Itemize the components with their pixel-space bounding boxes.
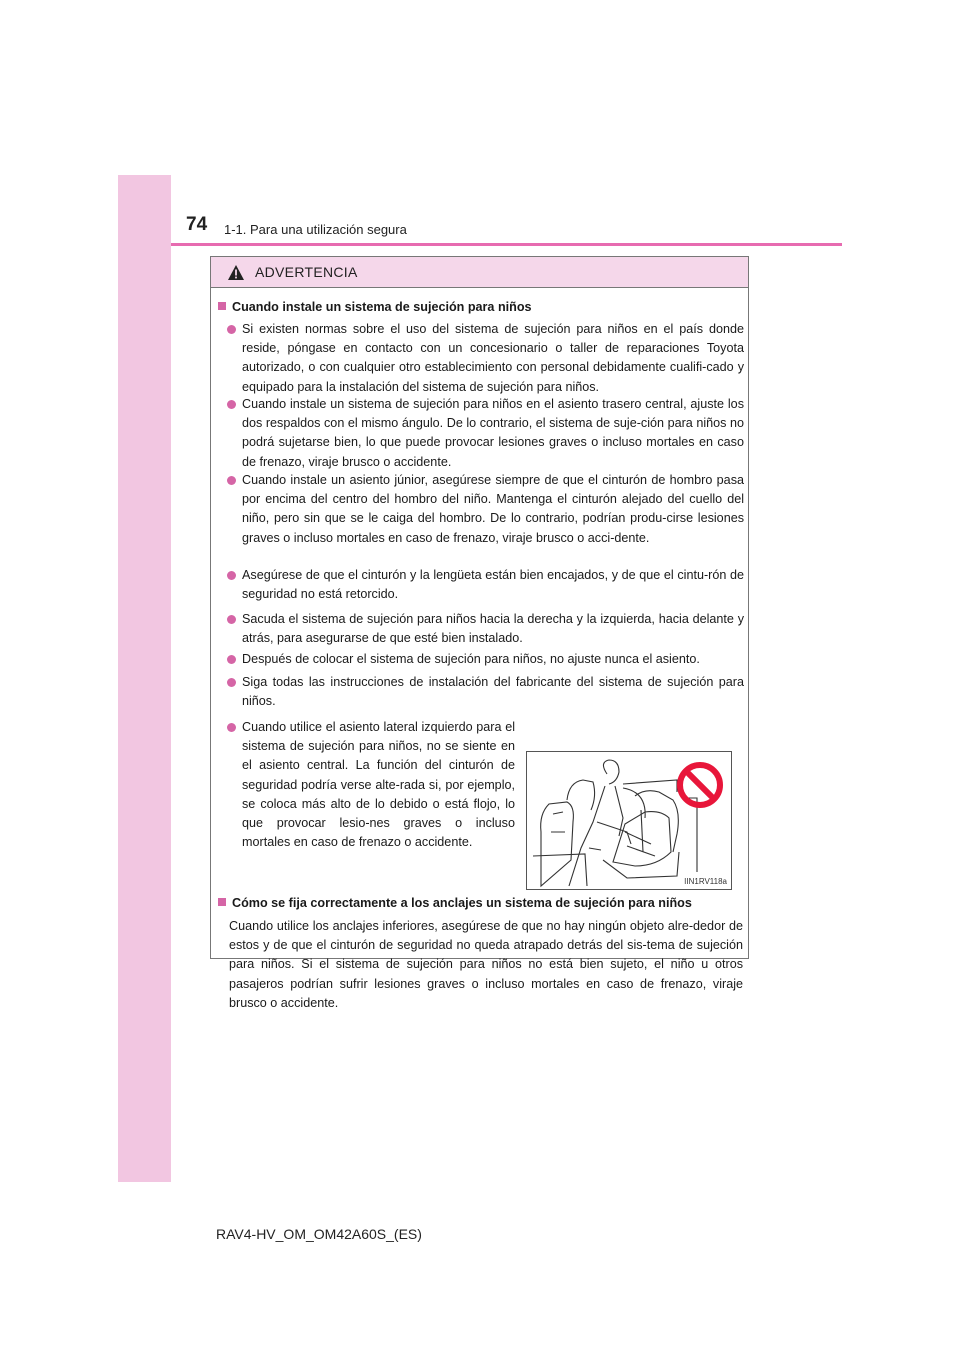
bullet-icon (227, 655, 236, 664)
list-item: Asegúrese de que el cinturón y la lengüeta están bien encajados, y de que el cintu-rón de seguridad no está retorcido. (227, 566, 744, 604)
bullet-icon (227, 678, 236, 687)
list-item: Cuando instale un asiento júnior, asegúrese siempre de que el cinturón de hombro pasa por encima del centro del hombro del niño. Mantenga el cinturón alejado del cuello del niño, pero sin que se le caiga del hombro. De lo contrario, podrían produ-cirse lesiones graves o incluso mortales en caso de frenazo, viraje brusco o acci-dente. (227, 471, 744, 548)
bullet-icon (227, 476, 236, 485)
warning-box (210, 256, 749, 1010)
side-tab (118, 175, 171, 1182)
document-code: RAV4-HV_OM_OM42A60S_(ES) (216, 1226, 422, 1242)
warning-header (211, 257, 748, 288)
section-heading: Cómo se fija correctamente a los anclajes un sistema de sujeción para niños (218, 894, 692, 913)
bullet-icon (227, 571, 236, 580)
list-item: Después de colocar el sistema de sujeción para niños, no ajuste nunca el asiento. (227, 650, 744, 669)
figure-code: IIN1RV118a (684, 877, 727, 886)
bullet-icon (227, 723, 236, 732)
paragraph: Cuando utilice los anclajes inferiores, asegúrese de que no hay ningún objeto alre-dedor de estos y de que el cinturón de seguridad no queda atrapado detrás del sis-tema de sujeción para niños. Si el sistema de sujeción para niños no está bien sujeto, el niño u otros pasajeros podrían sufrir lesiones graves o incluso mortales en caso de frenazo, viraje brusco o accidente. (229, 919, 743, 1010)
square-bullet-icon (218, 302, 226, 310)
bullet-icon (227, 400, 236, 409)
header-rule (171, 243, 842, 246)
child-seat-illustration (526, 751, 732, 890)
section-heading: Cuando instale un sistema de sujeción para niños (218, 298, 532, 317)
page-number: 74 (186, 214, 208, 235)
list-item: Cuando utilice el asiento lateral izquierdo para el sistema de sujeción para niños, no se siente en el asiento central. La función del cinturón de seguridad podría verse alte-rada si, por ejemplo, se coloca más alto de lo debido o está flojo, lo que provocar lesio-nes graves o incluso mortales en caso de frenazo o accidente. (227, 718, 515, 852)
bullet-icon (227, 325, 236, 334)
prohibition-icon (675, 760, 725, 810)
warning-triangle-icon (227, 264, 245, 281)
bullet-icon (227, 615, 236, 624)
list-item: Cuando instale un sistema de sujeción para niños en el asiento trasero central, ajuste los dos respaldos con el mismo ángulo. De lo contrario, el sistema de suje-ción para niños no podrá sujetarse bien, lo que puede provocar lesiones graves o incluso mortales en caso de frenazo, viraje brusco o accidente. (227, 395, 744, 472)
warning-title: ADVERTENCIA (255, 264, 358, 280)
list-item: Sacuda el sistema de sujeción para niños hacia la derecha y la izquierda, hacia delante y atrás, para asegurarse de que esté bien instalado. (227, 610, 744, 648)
list-item: Siga todas las instrucciones de instalación del fabricante del sistema de sujeción para niños. (227, 673, 744, 711)
square-bullet-icon (218, 898, 226, 906)
section-title: 1-1. Para una utilización segura (224, 222, 407, 237)
list-item: Si existen normas sobre el uso del sistema de sujeción para niños en el país donde reside, póngase en contacto con un concesionario o taller de reparaciones Toyota autorizado, o con cualquier otro establecimiento con personal debidamente cualifi-cado y equipado para la instalación del sistema de sujeción para niños. (227, 320, 744, 397)
